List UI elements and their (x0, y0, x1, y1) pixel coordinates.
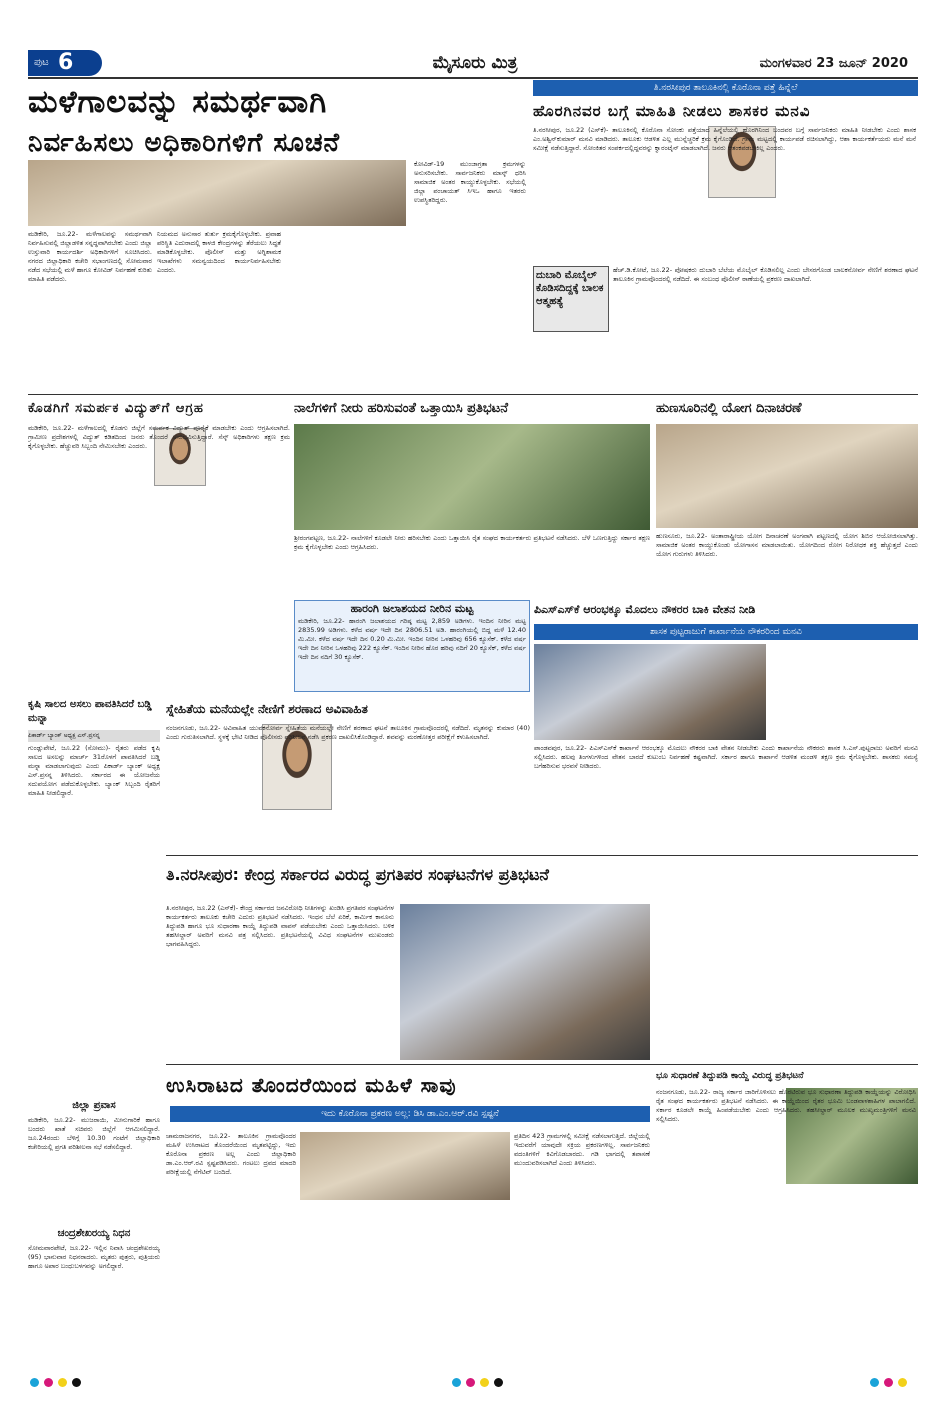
krishi-headline: ಕೃಷಿ ಸಾಲದ ಅಸಲು ಪಾವತಿಸಿದರೆ ಬಡ್ಡಿ ಮನ್ನಾ (28, 699, 152, 724)
harangi-box (294, 600, 530, 692)
suicide-headline: ದುಬಾರಿ ಮೊಬೈಲ್ ಕೊಡಿಸದಿದ್ದಕ್ಕೆ ಬಾಲಕ ಆತ್ಮಹತ್ಯೆ (536, 270, 604, 307)
pss-body (534, 744, 918, 850)
page-tab (28, 50, 102, 76)
pss-headline: ಪಿಎಸ್‌ಎಸ್‌ಕೆ ಆರಂಭಕ್ಕೂ ಮೊದಲು ನೌಕರರ ಬಾಕಿ ವೇತನ ನೀಡಿ (534, 603, 756, 616)
death-body-left-text: ಚಾಮರಾಜನಗರ, ಜೂ.22- ತಾಲೂಕಿನ ಗ್ರಾಮವೊಂದರ ಮಹಿಳೆ ಉಸಿರಾಟದ ತೊಂದರೆಯಿಂದ ಮೃತಪಟ್ಟಿದ್ದು, ಇದು ಕೊರೊನಾ ಪ್ರಕರಣ ಅಲ್ಲ ಎಂದು ಜಿಲ್ಲಾಧಿಕಾರಿ ಡಾ.ಎಂ.ಆರ್.ರವಿ ಸ್ಪಷ್ಟಪಡಿಸಿದರು. ಗಂಟಲು ದ್ರವದ ಮಾದರಿ ಪರೀಕ್ಷೆಯಲ್ಲಿ ನೆಗೆಟಿವ್ ಬಂದಿದೆ. (166, 1132, 296, 1177)
obituary-headline: ಚಂದ್ರಶೇಖರಯ್ಯ ನಿಧನ (57, 1228, 131, 1239)
lead-body-left (28, 230, 152, 390)
canal-headline: ನಾಲೆಗಳಿಗೆ ನೀರು ಹರಿಸುವಂತೆ ಒತ್ತಾಯಿಸಿ ಪ್ರತಿಭಟನೆ (294, 401, 509, 416)
lead-headline-line1: ಮಳೆಗಾಲವನ್ನು ಸಮರ್ಥವಾಗಿ (28, 84, 328, 120)
snehithe-body-text: ನಂಜನಗೂಡು, ಜೂ.22- ಅವಿವಾಹಿತ ಯುವಕನೋರ್ವ ಸ್ನೇಹಿತೆಯ ಮನೆಯಲ್ಲೇ ನೇಣಿಗೆ ಶರಣಾದ ಘಟನೆ ತಾಲೂಕಿನ ಗ್ರಾಮವೊಂದರಲ್ಲಿ ನಡೆದಿದೆ. ಮೃತನನ್ನು ಕುಮಾರ (40) ಎಂದು ಗುರುತಿಸಲಾಗಿದೆ. ಸ್ಥಳಕ್ಕೆ ಭೇಟಿ ನೀಡಿದ ಪೊಲೀಸರು ಪರಿಶೀಲನೆ ನಡೆಸಿ ಪ್ರಕರಣ ದಾಖಲಿಸಿಕೊಂಡಿದ್ದಾರೆ. ಶವವನ್ನು ಮರಣೋತ್ತರ ಪರೀಕ್ಷೆಗೆ ಕಳುಹಿಸಲಾಗಿದೆ. (166, 724, 530, 742)
rule-3 (166, 1064, 918, 1065)
lead-body-mid (157, 230, 281, 390)
bhoo-body-text: ನಂಜನಗೂಡು, ಜೂ.22- ರಾಜ್ಯ ಸರ್ಕಾರ ಜಾರಿಗೊಳಿಸಲು ಹೊರಟಿರುವ ಭೂ ಸುಧಾರಣಾ ತಿದ್ದುಪಡಿ ಕಾಯ್ದೆಯನ್ನು ವಿರೋಧಿಸಿ ರೈತ ಸಂಘದ ಕಾರ್ಯಕರ್ತರು ಪ್ರತಿಭಟನೆ ನಡೆಸಿದರು. ಈ ಕಾಯ್ದೆಯಿಂದ ರೈತರ ಭೂಮಿ ಬಂಡವಾಳಶಾಹಿಗಳ ಪಾಲಾಗಲಿದೆ. ಸರ್ಕಾರ ಕೂಡಲೇ ಕಾಯ್ದೆ ಹಿಂಪಡೆಯಬೇಕು ಎಂದು ಆಗ್ರಹಿಸಿದರು. ತಹಸೀಲ್ದಾರ್ ಮೂಲಕ ಮುಖ್ಯಮಂತ್ರಿಗಳಿಗೆ ಮನವಿ ಸಲ್ಲಿಸಿದರು. (656, 1088, 916, 1124)
canal-body-text: ಶ್ರೀರಂಗಪಟ್ಟಣ, ಜೂ.22- ನಾಲೆಗಳಿಗೆ ಕೂಡಲೇ ನೀರು ಹರಿಸಬೇಕು ಎಂದು ಒತ್ತಾಯಿಸಿ ರೈತ ಸಂಘದ ಕಾರ್ಯಕರ್ತರು ಪ್ರತಿಭಟನೆ ನಡೆಸಿದರು. ಬೆಳೆ ಒಣಗುತ್ತಿದ್ದು ಸರ್ಕಾರ ತಕ್ಷಣ ಕ್ರಮ ಕೈಗೊಳ್ಳಬೇಕು ಎಂದು ಆಗ್ರಹಿಸಿದರು. (294, 534, 650, 552)
kodagu-headline: ಕೊಡಗಿಗೆ ಸಮರ್ಪಕ ವಿದ್ಯುತ್‌ಗೆ ಆಗ್ರಹ (28, 401, 204, 416)
lead-body-mid-text: ನಿಯಮದ ಅನುಸಾರ ತುರ್ತು ಕ್ರಮಕೈಗೊಳ್ಳಬೇಕು. ಪ್ರವಾಹ ಪರಿಸ್ಥಿತಿ ಎದುರಾದಲ್ಲಿ ಕಾಳಜಿ ಕೇಂದ್ರಗಳನ್ನು ತೆರೆಯಲು ಸಿದ್ಧತೆ ಮಾಡಿಕೊಳ್ಳಬೇಕು. ಪೊಲೀಸ್ ಮತ್ತು ಅಗ್ನಿಶಾಮಕ ಇಲಾಖೆಗಳು ಸಮನ್ವಯದಿಂದ ಕಾರ್ಯನಿರ್ವಹಿಸಬೇಕು ಎಂದರು. (157, 230, 281, 275)
pss-body-text: ಪಾಂಡವಪುರ, ಜೂ.22- ಪಿಎಸ್‌ಎಸ್‌ಕೆ ಕಾರ್ಖಾನೆ ಆರಂಭಕ್ಕೂ ಮೊದಲು ನೌಕರರ ಬಾಕಿ ವೇತನ ನೀಡಬೇಕು ಎಂದು ಕಾರ್ಖಾನೆಯ ನೌಕರರು ಶಾಸಕ ಸಿ.ಎಸ್.ಪುಟ್ಟರಾಜು ಅವರಿಗೆ ಮನವಿ ಸಲ್ಲಿಸಿದರು. ಹಲವು ತಿಂಗಳುಗಳಿಂದ ವೇತನ ಬಾರದೆ ಕುಟುಂಬ ನಿರ್ವಹಣೆ ಕಷ್ಟವಾಗಿದೆ. ಸರ್ಕಾರ ಹಾಗೂ ಕಾರ್ಖಾನೆ ಆಡಳಿತ ಮಂಡಳಿ ತಕ್ಷಣ ಕ್ರಮ ಕೈಗೊಳ್ಳಬೇಕು. ಶಾಸಕರು ಸಮಸ್ಯೆ ಬಗೆಹರಿಸುವ ಭರವಸೆ ನೀಡಿದರು. (534, 744, 918, 771)
rule-1 (28, 394, 918, 395)
right-top-body-text: ತಿ.ನರಸೀಪುರ, ಜೂ.22 (ಎಸ್‌ಕೆ)- ತಾಲೂಕಿನಲ್ಲಿ ಕೊರೊನಾ ಸೋಂಕು ಪತ್ತೆಯಾದ ಹಿನ್ನೆಲೆಯಲ್ಲಿ ಹೊರಗಿನಿಂದ ಬಂದವರ ಬಗ್ಗೆ ಸಾರ್ವಜನಿಕರು ಮಾಹಿತಿ ನೀಡಬೇಕು ಎಂದು ಶಾಸಕ ಎಂ.ಅಶ್ವಿನ್‌ಕುಮಾರ್ ಮನವಿ ಮಾಡಿದರು. ತಾಲೂಕು ಆಡಳಿತ ಎಲ್ಲ ಮುನ್ನೆಚ್ಚರಿಕೆ ಕ್ರಮ ಕೈಗೊಂಡಿದೆ. ಗ್ರಾಮ ಮಟ್ಟದಲ್ಲಿ ಕಾರ್ಯಪಡೆ ರಚಿಸಲಾಗಿದ್ದು, ಆಶಾ ಕಾರ್ಯಕರ್ತೆಯರು ಮನೆ ಮನೆ ಸಮೀಕ್ಷೆ ನಡೆಸುತ್ತಿದ್ದಾರೆ. ಸೋಂಕಿತರ ಸಂಪರ್ಕದಲ್ಲಿದ್ದವರನ್ನು ಕ್ವಾರಂಟೈನ್ ಮಾಡಲಾಗಿದೆ. ಜನರು ಆತಂಕಪಡಬೇಕಿಲ್ಲ ಎಂದರು. (533, 126, 916, 153)
kodagu-body-text: ಮಡಿಕೇರಿ, ಜೂ.22- ಮಳೆಗಾಲದಲ್ಲಿ ಕೊಡಗು ಜಿಲ್ಲೆಗೆ ಸಮರ್ಪಕ ವಿದ್ಯುತ್ ಪೂರೈಕೆ ಮಾಡಬೇಕು ಎಂದು ಆಗ್ರಹಿಸಲಾಗಿದೆ. ಗ್ರಾಮೀಣ ಪ್ರದೇಶಗಳಲ್ಲಿ ವಿದ್ಯುತ್ ಕಡಿತದಿಂದ ಜನರು ತೊಂದರೆ ಅನುಭವಿಸುತ್ತಿದ್ದಾರೆ. ಸೆಸ್ಕ್ ಅಧಿಕಾರಿಗಳು ತಕ್ಷಣ ಕ್ರಮ ಕೈಗೊಳ್ಳಬೇಕು. ಹೆಚ್ಚುವರಿ ಸಿಬ್ಬಂದಿ ನೇಮಿಸಬೇಕು ಎಂದರು. (28, 424, 290, 451)
tnp-body-text: ತಿ.ನರಸೀಪುರ, ಜೂ.22 (ಎಸ್‌ಕೆ)- ಕೇಂದ್ರ ಸರ್ಕಾರದ ಜನವಿರೋಧಿ ನೀತಿಗಳನ್ನು ಖಂಡಿಸಿ ಪ್ರಗತಿಪರ ಸಂಘಟನೆಗಳ ಕಾರ್ಯಕರ್ತರು ತಾಲೂಕು ಕಚೇರಿ ಎದುರು ಪ್ರತಿಭಟನೆ ನಡೆಸಿದರು. ಇಂಧನ ಬೆಲೆ ಏರಿಕೆ, ಕಾರ್ಮಿಕ ಕಾನೂನು ತಿದ್ದುಪಡಿ ಹಾಗೂ ಭೂ ಸುಧಾರಣಾ ಕಾಯ್ದೆ ತಿದ್ದುಪಡಿ ವಾಪಸ್ ಪಡೆಯಬೇಕು ಎಂದು ಒತ್ತಾಯಿಸಿದರು. ಬಳಿಕ ತಹಸೀಲ್ದಾರ್ ಅವರಿಗೆ ಮನವಿ ಪತ್ರ ಸಲ್ಲಿಸಿದರು. ಪ್ರತಿಭಟನೆಯಲ್ಲಿ ವಿವಿಧ ಸಂಘಟನೆಗಳ ಮುಖಂಡರು ಭಾಗವಹಿಸಿದ್ದರು. (166, 904, 394, 949)
reg-dot-cyan-right (870, 1378, 879, 1387)
death-body-left (166, 1132, 296, 1368)
right-top-kicker: ತಿ.ನರಸೀಪುರ ತಾಲೂಕಿನಲ್ಲಿ ಕೊರೊನಾ ಪತ್ತೆ ಹಿನ್ನೆಲೆ (533, 80, 918, 96)
jilla-body-text: ಮಡಿಕೇರಿ, ಜೂ.22- ಮುಜರಾಯಿ, ಮೀನುಗಾರಿಕೆ ಹಾಗೂ ಬಂದರು ಖಾತೆ ಸಚಿವರು ಜಿಲ್ಲೆಗೆ ಆಗಮಿಸಲಿದ್ದಾರೆ. ಜೂ.24ರಂದು ಬೆಳಿಗ್ಗೆ 10.30 ಗಂಟೆಗೆ ಜಿಲ್ಲಾಧಿಕಾರಿ ಕಚೇರಿಯಲ್ಲಿ ಪ್ರಗತಿ ಪರಿಶೀಲನಾ ಸಭೆ ನಡೆಸಲಿದ್ದಾರೆ. (28, 1116, 160, 1152)
reg-dot-cyan-left (30, 1378, 39, 1387)
reg-dot-yellow-right (898, 1378, 907, 1387)
jilla-headline: ಜಿಲ್ಲಾ ಪ್ರವಾಸ (72, 1100, 116, 1111)
masthead-rule (28, 77, 918, 79)
death-body-right-text: ಪ್ರತಿದಿನ 423 ಗ್ರಾಮಗಳಲ್ಲಿ ಸಮೀಕ್ಷೆ ನಡೆಸಲಾಗುತ್ತಿದೆ. ಜಿಲ್ಲೆಯಲ್ಲಿ ಇದುವರೆಗೆ ಯಾವುದೇ ಸಕ್ರಿಯ ಪ್ರಕರಣಗಳಿಲ್ಲ. ಸಾರ್ವಜನಿಕರು ವದಂತಿಗಳಿಗೆ ಕಿವಿಗೊಡಬಾರದು. ಗಡಿ ಭಾಗದಲ್ಲಿ ತಪಾಸಣೆ ಮುಂದುವರಿಸಲಾಗಿದೆ ಎಂದು ತಿಳಿಸಿದರು. (514, 1132, 650, 1168)
yoga-photo (656, 424, 918, 528)
death-headline: ಉಸಿರಾಟದ ತೊಂದರೆಯಿಂದ ಮಹಿಳೆ ಸಾವು (166, 1073, 457, 1097)
reg-dot-black-mid (494, 1378, 503, 1387)
snehithe-headline: ಸ್ನೇಹಿತೆಯ ಮನೆಯಲ್ಲೇ ನೇಣಿಗೆ ಶರಣಾದ ಅವಿವಾಹಿತ (166, 702, 368, 716)
reg-dot-black-left (72, 1378, 81, 1387)
harangi-body: ಮಡಿಕೇರಿ, ಜೂ.22- ಹಾರಂಗಿ ಜಲಾಶಯದ ಗರಿಷ್ಠ ಮಟ್ಟ 2,859 ಅಡಿಗಳು. ಇಂದಿನ ನೀರಿನ ಮಟ್ಟ 2835.99 ಅಡಿಗಳು. ಕಳೆದ ವರ್ಷ ಇದೇ ದಿನ 2806.51 ಅಡಿ. ಹಾರಂಗಿಯಲ್ಲಿ ಬಿದ್ದ ಮಳೆ 12.40 ಮಿ.ಮೀ. ಕಳೆದ ವರ್ಷ ಇದೇ ದಿನ 0.20 ಮಿ.ಮೀ. ಇಂದಿನ ನೀರಿನ ಒಳಹರಿವು 656 ಕ್ಯೂಸೆಕ್. ಕಳೆದ ವರ್ಷ ಇದೇ ದಿನ ನೀರಿನ ಒಳಹರಿವು 222 ಕ್ಯೂಸೆಕ್. ಇಂದಿನ ನೀರಿನ ಹೊರ ಹರಿವು ನದಿಗೆ 20 ಕ್ಯೂಸೆಕ್, ಕಳೆದ ವರ್ಷ ಇದೇ ದಿನ ನದಿಗೆ 30 ಕ್ಯೂಸೆಕ್. (298, 617, 526, 662)
reg-dot-cyan-mid (452, 1378, 461, 1387)
reg-dot-magenta-right (884, 1378, 893, 1387)
obituary-body-text: ಸೋಮವಾರಪೇಟೆ, ಜೂ.22- ಇಲ್ಲಿನ ನಿವಾಸಿ ಚಂದ್ರಶೇಖರಯ್ಯ (95) ಭಾನುವಾರ ನಿಧನರಾದರು. ಮೃತರು ಪುತ್ರರು, ಪುತ್ರಿಯರು ಹಾಗೂ ಅಪಾರ ಬಂಧುಬಳಗವನ್ನು ಅಗಲಿದ್ದಾರೆ. (28, 1244, 160, 1271)
reg-dot-yellow-mid (480, 1378, 489, 1387)
lead-body-right-text: ಕೋವಿಡ್-19 ಮುಂಜಾಗ್ರತಾ ಕ್ರಮಗಳನ್ನು ಅನುಸರಿಸಬೇಕು. ಸಾರ್ವಜನಿಕರು ಮಾಸ್ಕ್ ಧರಿಸಿ ಸಾಮಾಜಿಕ ಅಂತರ ಕಾಯ್ದುಕೊಳ್ಳಬೇಕು. ಸಭೆಯಲ್ಲಿ ಜಿಲ್ಲಾ ಪಂಚಾಯತ್ ಸಿಇಒ ಹಾಗೂ ಇತರರು ಉಪಸ್ಥಿತರಿದ್ದರು. (414, 160, 526, 205)
lead-body-right (286, 160, 526, 390)
lead-body-left-text: ಮಡಿಕೇರಿ, ಜೂ.22- ಮಳೆಗಾಲವನ್ನು ಸಮರ್ಥವಾಗಿ ನಿರ್ವಹಿಸುವಲ್ಲಿ ಜಿಲ್ಲಾಡಳಿತ ಸನ್ನದ್ಧವಾಗಿರಬೇಕು ಎಂದು ಜಿಲ್ಲಾ ಉಸ್ತುವಾರಿ ಕಾರ್ಯದರ್ಶಿ ಅಧಿಕಾರಿಗಳಿಗೆ ಸೂಚಿಸಿದರು. ನಗರದ ಜಿಲ್ಲಾಧಿಕಾರಿ ಕಚೇರಿ ಸಭಾಂಗಣದಲ್ಲಿ ಸೋಮವಾರ ನಡೆದ ಸಭೆಯಲ್ಲಿ ಮಳೆ ಹಾಗೂ ಕೋವಿಡ್ ನಿರ್ವಹಣೆ ಕುರಿತು ಮಾಹಿತಿ ಪಡೆದರು. (28, 230, 152, 284)
snehithe-body (166, 724, 530, 850)
reg-dot-yellow-left (58, 1378, 67, 1387)
obituary-body (28, 1244, 160, 1354)
suicide-body (613, 266, 918, 332)
canal-protest-photo (294, 424, 650, 530)
page-number: 6 (58, 50, 74, 75)
bhoo-headline: ಭೂ ಸುಧಾರಣೆ ತಿದ್ದುಪಡಿ ಕಾಯ್ದೆ ವಿರುದ್ಧ ಪ್ರತಿಭಟನೆ (656, 1071, 804, 1081)
reg-dot-magenta-mid (466, 1378, 475, 1387)
canal-body (294, 534, 650, 596)
tnp-photo (400, 904, 650, 1060)
pss-kicker: ಶಾಸಕ ಪುಟ್ಟರಾಜುಗೆ ಕಾರ್ಖಾನೆಯ ನೌಕರರಿಂದ ಮನವಿ (534, 624, 918, 640)
bhoo-body (656, 1088, 918, 1368)
tnp-body (166, 904, 394, 1060)
harangi-headline: ಹಾರಂಗಿ ಜಲಾಶಯದ ನೀರಿನ ಮಟ್ಟ (350, 602, 474, 615)
rule-2 (166, 855, 918, 856)
suicide-headline-box (533, 266, 609, 332)
death-press-photo (300, 1132, 510, 1200)
right-top-body (533, 126, 918, 262)
death-body-right (514, 1132, 650, 1368)
reg-dot-magenta-left (44, 1378, 53, 1387)
jilla-body (28, 1116, 160, 1226)
krishi-tag: ಪಿಕಾರ್ಡ್ ಬ್ಯಾಂಕ್ ಅಧ್ಯಕ್ಷ ಎಸ್.ಪ್ರಸನ್ನ (28, 730, 160, 742)
kodagu-body (28, 424, 290, 594)
yoga-body (656, 532, 918, 594)
paper-name: ಮೈಸೂರು ಮಿತ್ರ (432, 53, 518, 73)
right-top-headline: ಹೊರಗಿನವರ ಬಗ್ಗೆ ಮಾಹಿತಿ ನೀಡಲು ಶಾಸಕರ ಮನವಿ (533, 102, 811, 120)
issue-date: ಮಂಗಳವಾರ 23 ಜೂನ್ 2020 (759, 56, 908, 71)
lead-headline-line2: ನಿರ್ವಹಿಸಲು ಅಧಿಕಾರಿಗಳಿಗೆ ಸೂಚನೆ (28, 128, 341, 158)
page-label: ಪುಟ (34, 57, 49, 68)
suicide-body-text: ಹೆಚ್.ಡಿ.ಕೋಟೆ, ಜೂ.22- ಪೋಷಕರು ದುಬಾರಿ ಬೆಲೆಯ ಮೊಬೈಲ್ ಕೊಡಿಸಲಿಲ್ಲ ಎಂದು ಬೇಸರಗೊಂಡ ಬಾಲಕನೋರ್ವ ನೇಣಿಗೆ ಶರಣಾದ ಘಟನೆ ತಾಲೂಕಿನ ಗ್ರಾಮವೊಂದರಲ್ಲಿ ನಡೆದಿದೆ. ಈ ಸಂಬಂಧ ಪೊಲೀಸ್ ಠಾಣೆಯಲ್ಲಿ ಪ್ರಕರಣ ದಾಖಲಾಗಿದೆ. (613, 266, 918, 284)
death-kicker: ಇದು ಕೊರೊನಾ ಪ್ರಕರಣ ಅಲ್ಲ: ಡಿಸಿ ಡಾ.ಎಂ.ಆರ್.ರವಿ ಸ್ಪಷ್ಟನೆ (170, 1106, 650, 1122)
krishi-body-text: ಗುಂಡ್ಲುಪೇಟೆ, ಜೂ.22 (ಸೋಮು)- ರೈತರು ಪಡೆದ ಕೃಷಿ ಸಾಲದ ಅಸಲನ್ನು ಮಾರ್ಚ್ 31ರೊಳಗೆ ಪಾವತಿಸಿದರೆ ಬಡ್ಡಿ ಮನ್ನಾ ಮಾಡಲಾಗುವುದು ಎಂದು ಪಿಕಾರ್ಡ್ ಬ್ಯಾಂಕ್ ಅಧ್ಯಕ್ಷ ಎಸ್.ಪ್ರಸನ್ನ ತಿಳಿಸಿದರು. ಸರ್ಕಾರದ ಈ ಯೋಜನೆಯ ಸದುಪಯೋಗ ಪಡೆದುಕೊಳ್ಳಬೇಕು. ಬ್ಯಾಂಕ್ ಸಿಬ್ಬಂದಿ ರೈತರಿಗೆ ಮಾಹಿತಿ ನೀಡಲಿದ್ದಾರೆ. (28, 744, 160, 798)
pss-photo (534, 644, 766, 740)
tnp-headline: ತಿ.ನರಸೀಪುರ: ಕೇಂದ್ರ ಸರ್ಕಾರದ ವಿರುದ್ಧ ಪ್ರಗತಿಪರ ಸಂಘಟನೆಗಳ ಪ್ರತಿಭಟನೆ (166, 865, 549, 884)
yoga-headline: ಹುಣಸೂರಿನಲ್ಲಿ ಯೋಗ ದಿನಾಚರಣೆ (656, 401, 802, 416)
yoga-body-text: ಹುಣಸೂರು, ಜೂ.22- ಅಂತಾರಾಷ್ಟ್ರೀಯ ಯೋಗ ದಿನಾಚರಣೆ ಅಂಗವಾಗಿ ಪಟ್ಟಣದಲ್ಲಿ ಯೋಗ ಶಿಬಿರ ಆಯೋಜಿಸಲಾಗಿತ್ತು. ಸಾಮಾಜಿಕ ಅಂತರ ಕಾಯ್ದುಕೊಂಡು ಯೋಗಾಸನ ಮಾಡಲಾಯಿತು. ಯೋಗದಿಂದ ರೋಗ ನಿರೋಧಕ ಶಕ್ತಿ ಹೆಚ್ಚುತ್ತದೆ ಎಂದು ಯೋಗ ಗುರುಗಳು ತಿಳಿಸಿದರು. (656, 532, 918, 559)
krishi-body (28, 744, 160, 904)
